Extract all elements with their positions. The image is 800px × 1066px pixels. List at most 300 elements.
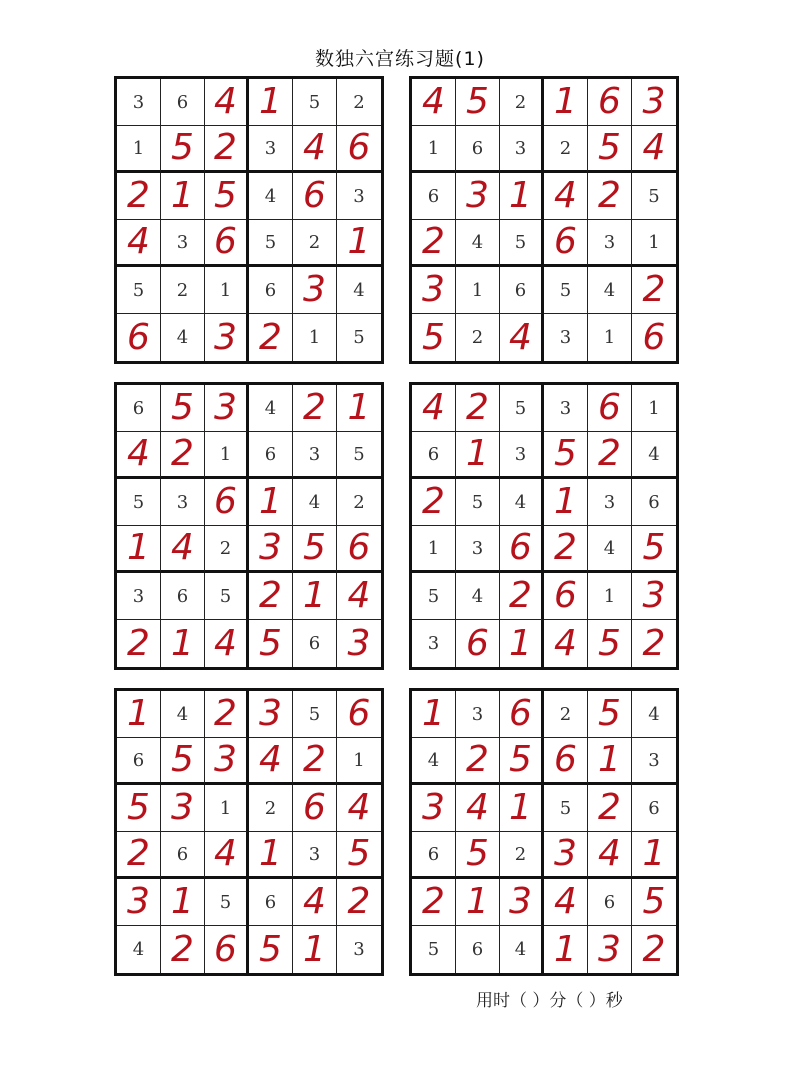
given-digit: 6 — [427, 185, 440, 207]
sudoku-cell[interactable] — [293, 314, 337, 361]
handwritten-digit: 2 — [347, 881, 371, 922]
sudoku-cell[interactable] — [293, 79, 337, 126]
given-digit: 5 — [514, 397, 527, 419]
sudoku-cell[interactable] — [412, 832, 456, 879]
sudoku-cell[interactable] — [117, 691, 161, 738]
sudoku-cell[interactable] — [161, 926, 205, 973]
sudoku-cell[interactable] — [632, 785, 676, 832]
handwritten-digit: 5 — [554, 433, 577, 474]
handwritten-digit: 3 — [259, 693, 282, 734]
sudoku-cell[interactable] — [249, 573, 293, 620]
sudoku-cell[interactable] — [249, 785, 293, 832]
sudoku-cell[interactable] — [544, 526, 588, 573]
sudoku-cell[interactable] — [249, 267, 293, 314]
given-digit: 3 — [176, 231, 189, 253]
given-digit: 4 — [264, 397, 277, 419]
sudoku-cell[interactable] — [161, 220, 205, 267]
given-digit: 3 — [353, 939, 365, 960]
handwritten-digit: 6 — [509, 693, 532, 734]
sudoku-cell[interactable] — [205, 479, 249, 526]
sudoku-cell[interactable] — [117, 173, 161, 220]
sudoku-cell[interactable] — [500, 785, 544, 832]
sudoku-cell[interactable] — [632, 79, 676, 126]
sudoku-cell[interactable] — [544, 173, 588, 220]
given-digit: 1 — [353, 749, 365, 771]
sudoku-cell[interactable] — [544, 79, 588, 126]
handwritten-digit: 2 — [127, 833, 150, 874]
given-digit: 5 — [427, 939, 440, 960]
sudoku-cell[interactable] — [632, 173, 676, 220]
sudoku-cell[interactable] — [249, 126, 293, 173]
sudoku-cell[interactable] — [632, 620, 676, 667]
sudoku-cell[interactable] — [500, 479, 544, 526]
handwritten-digit: 3 — [214, 387, 237, 428]
handwritten-digit: 4 — [214, 622, 237, 664]
sudoku-cell[interactable] — [161, 573, 205, 620]
sudoku-cell[interactable] — [205, 879, 249, 926]
sudoku-cell[interactable] — [588, 126, 632, 173]
sudoku-cell[interactable] — [249, 620, 293, 667]
given-digit: 4 — [603, 279, 616, 301]
sudoku-cell[interactable] — [588, 479, 632, 526]
sudoku-cell[interactable] — [500, 220, 544, 267]
sudoku-cell[interactable] — [337, 79, 381, 126]
sudoku-cell[interactable] — [205, 926, 249, 973]
given-digit: 2 — [559, 703, 572, 725]
sudoku-cell[interactable] — [293, 691, 337, 738]
sudoku-cell[interactable] — [588, 879, 632, 926]
sudoku-cell[interactable] — [337, 832, 381, 879]
sudoku-cell[interactable] — [412, 926, 456, 973]
sudoku-cell[interactable] — [632, 267, 676, 314]
sudoku-cell[interactable] — [337, 126, 381, 173]
sudoku-cell[interactable] — [588, 220, 632, 267]
sudoku-cell[interactable] — [632, 314, 676, 361]
sudoku-cell[interactable] — [412, 173, 456, 220]
sudoku-cell[interactable] — [588, 267, 632, 314]
sudoku-cell[interactable] — [293, 926, 337, 973]
handwritten-digit: 1 — [347, 387, 371, 428]
sudoku-cell[interactable] — [117, 220, 161, 267]
given-digit: 6 — [471, 939, 484, 960]
handwritten-digit: 4 — [466, 787, 489, 828]
sudoku-cell[interactable] — [500, 879, 544, 926]
given-digit: 5 — [264, 231, 277, 253]
sudoku-cell[interactable] — [161, 620, 205, 667]
sudoku-cell[interactable] — [205, 526, 249, 573]
sudoku-cell[interactable] — [117, 926, 161, 973]
sudoku-cell[interactable] — [337, 267, 381, 314]
sudoku-cell[interactable] — [632, 573, 676, 620]
sudoku-cell[interactable] — [412, 432, 456, 479]
sudoku-cell[interactable] — [205, 832, 249, 879]
sudoku-cell[interactable] — [544, 479, 588, 526]
handwritten-digit: 4 — [259, 739, 282, 780]
handwritten-digit: 6 — [127, 316, 150, 358]
sudoku-cell[interactable] — [293, 220, 337, 267]
sudoku-cell[interactable] — [544, 385, 588, 432]
sudoku-cell[interactable] — [632, 926, 676, 973]
sudoku-cell[interactable] — [544, 926, 588, 973]
sudoku-cell[interactable] — [456, 479, 500, 526]
given-digit: 4 — [648, 443, 660, 465]
sudoku-cell[interactable] — [117, 879, 161, 926]
handwritten-digit: 4 — [422, 387, 445, 428]
sudoku-cell[interactable] — [500, 738, 544, 785]
sudoku-cell[interactable] — [293, 573, 337, 620]
sudoku-cell[interactable] — [588, 526, 632, 573]
sudoku-cell[interactable] — [117, 267, 161, 314]
sudoku-cell[interactable] — [337, 738, 381, 785]
handwritten-digit: 6 — [303, 787, 326, 828]
sudoku-cell[interactable] — [249, 738, 293, 785]
sudoku-cell[interactable] — [456, 79, 500, 126]
given-digit: 6 — [471, 137, 484, 159]
sudoku-cell[interactable] — [293, 785, 337, 832]
sudoku-cell[interactable] — [632, 126, 676, 173]
given-digit: 6 — [132, 749, 145, 771]
sudoku-cell[interactable] — [293, 526, 337, 573]
sudoku-cell[interactable] — [500, 385, 544, 432]
sudoku-cell[interactable] — [293, 173, 337, 220]
sudoku-cell[interactable] — [412, 573, 456, 620]
sudoku-cell[interactable] — [412, 267, 456, 314]
handwritten-digit: 6 — [554, 739, 577, 780]
handwritten-digit: 5 — [598, 622, 621, 664]
sudoku-cell[interactable] — [161, 479, 205, 526]
sudoku-cell[interactable] — [500, 573, 544, 620]
sudoku-cell[interactable] — [544, 126, 588, 173]
sudoku-cell[interactable] — [544, 785, 588, 832]
sudoku-cell[interactable] — [632, 879, 676, 926]
given-digit: 2 — [471, 327, 484, 348]
time-used-label: 用时（ ）分（ ）秒 — [476, 991, 623, 1011]
sudoku-cell[interactable] — [117, 738, 161, 785]
handwritten-digit: 3 — [303, 269, 326, 310]
sudoku-cell[interactable] — [588, 738, 632, 785]
sudoku-cell[interactable] — [161, 267, 205, 314]
handwritten-digit: 2 — [259, 316, 282, 358]
handwritten-digit: 1 — [554, 928, 577, 970]
handwritten-digit: 4 — [303, 127, 326, 168]
handwritten-digit: 3 — [466, 175, 489, 216]
handwritten-digit: 6 — [214, 928, 237, 970]
sudoku-cell[interactable] — [161, 526, 205, 573]
sudoku-cell[interactable] — [500, 691, 544, 738]
sudoku-cell[interactable] — [249, 879, 293, 926]
sudoku-cell[interactable] — [588, 173, 632, 220]
sudoku-cell[interactable] — [632, 432, 676, 479]
sudoku-cell[interactable] — [337, 314, 381, 361]
given-digit: 3 — [603, 491, 616, 513]
handwritten-digit: 1 — [509, 622, 532, 664]
sudoku-cell[interactable] — [249, 385, 293, 432]
given-digit: 1 — [427, 537, 440, 559]
handwritten-digit: 5 — [422, 316, 445, 358]
sudoku-cell[interactable] — [293, 479, 337, 526]
sudoku-cell[interactable] — [161, 832, 205, 879]
handwritten-digit: 5 — [259, 622, 282, 664]
sudoku-cell[interactable] — [293, 385, 337, 432]
given-digit: 1 — [219, 443, 232, 465]
sudoku-cell[interactable] — [588, 79, 632, 126]
sudoku-cell[interactable] — [412, 879, 456, 926]
sudoku-cell[interactable] — [161, 173, 205, 220]
given-digit: 3 — [308, 443, 321, 465]
sudoku-cell[interactable] — [117, 314, 161, 361]
sudoku-cell[interactable] — [205, 173, 249, 220]
sudoku-cell[interactable] — [205, 314, 249, 361]
sudoku-cell[interactable] — [337, 620, 381, 667]
sudoku-cell[interactable] — [456, 173, 500, 220]
sudoku-cell[interactable] — [293, 879, 337, 926]
sudoku-cell[interactable] — [249, 173, 293, 220]
sudoku-cell[interactable] — [293, 432, 337, 479]
sudoku-cell[interactable] — [412, 785, 456, 832]
sudoku-cell[interactable] — [544, 432, 588, 479]
sudoku-cell[interactable] — [337, 479, 381, 526]
sudoku-cell[interactable] — [161, 691, 205, 738]
sudoku-cell[interactable] — [544, 691, 588, 738]
sudoku-cell[interactable] — [117, 832, 161, 879]
sudoku-cell[interactable] — [588, 620, 632, 667]
sudoku-cell[interactable] — [117, 573, 161, 620]
given-digit: 3 — [514, 443, 527, 465]
sudoku-cell[interactable] — [588, 573, 632, 620]
sudoku-cell[interactable] — [456, 832, 500, 879]
sudoku-cell[interactable] — [500, 926, 544, 973]
sudoku-cell[interactable] — [544, 220, 588, 267]
sudoku-cell[interactable] — [205, 785, 249, 832]
sudoku-cell[interactable] — [161, 738, 205, 785]
sudoku-cell[interactable] — [205, 126, 249, 173]
sudoku-cell[interactable] — [205, 79, 249, 126]
sudoku-cell[interactable] — [205, 432, 249, 479]
sudoku-cell[interactable] — [117, 79, 161, 126]
sudoku-cell[interactable] — [412, 479, 456, 526]
given-digit: 3 — [514, 137, 527, 159]
handwritten-digit: 5 — [466, 81, 489, 122]
sudoku-cell[interactable] — [412, 526, 456, 573]
given-digit: 3 — [308, 843, 321, 865]
handwritten-digit: 2 — [422, 881, 445, 922]
sudoku-cell[interactable] — [249, 926, 293, 973]
sudoku-cell[interactable] — [337, 526, 381, 573]
sudoku-cell[interactable] — [500, 314, 544, 361]
sudoku-cell[interactable] — [249, 691, 293, 738]
sudoku-cell[interactable] — [588, 832, 632, 879]
sudoku-cell[interactable] — [456, 267, 500, 314]
sudoku-cell[interactable] — [456, 785, 500, 832]
sudoku-cell[interactable] — [588, 314, 632, 361]
sudoku-cell[interactable] — [412, 691, 456, 738]
sudoku-cell[interactable] — [500, 267, 544, 314]
given-digit: 1 — [648, 397, 660, 419]
sudoku-cell[interactable] — [337, 432, 381, 479]
sudoku-cell[interactable] — [117, 526, 161, 573]
sudoku-cell[interactable] — [544, 832, 588, 879]
sudoku-cell[interactable] — [456, 926, 500, 973]
sudoku-cell[interactable] — [161, 79, 205, 126]
sudoku-cell[interactable] — [456, 573, 500, 620]
sudoku-cell[interactable] — [117, 479, 161, 526]
sudoku-cell[interactable] — [337, 173, 381, 220]
handwritten-digit: 1 — [259, 81, 282, 122]
sudoku-cell[interactable] — [249, 526, 293, 573]
sudoku-cell[interactable] — [456, 691, 500, 738]
sudoku-cell[interactable] — [500, 79, 544, 126]
sudoku-cell[interactable] — [632, 738, 676, 785]
sudoku-cell[interactable] — [456, 526, 500, 573]
handwritten-digit: 4 — [303, 881, 326, 922]
sudoku-cell[interactable] — [500, 620, 544, 667]
sudoku-cell[interactable] — [249, 432, 293, 479]
sudoku-cell[interactable] — [249, 220, 293, 267]
handwritten-digit: 4 — [422, 81, 445, 122]
given-digit: 3 — [427, 633, 440, 654]
sudoku-cell[interactable] — [500, 832, 544, 879]
given-digit: 2 — [514, 843, 527, 865]
sudoku-cell[interactable] — [205, 220, 249, 267]
sudoku-cell[interactable] — [161, 432, 205, 479]
sudoku-cell[interactable] — [337, 573, 381, 620]
sudoku-cell[interactable] — [337, 785, 381, 832]
sudoku-cell[interactable] — [205, 267, 249, 314]
sudoku-cell[interactable] — [249, 479, 293, 526]
sudoku-cell[interactable] — [412, 738, 456, 785]
sudoku-cell[interactable] — [588, 432, 632, 479]
handwritten-digit: 2 — [554, 527, 577, 568]
handwritten-digit: 4 — [554, 175, 577, 216]
sudoku-cell[interactable] — [293, 738, 337, 785]
sudoku-cell[interactable] — [412, 620, 456, 667]
given-digit: 3 — [559, 397, 572, 419]
given-digit: 6 — [427, 843, 440, 865]
handwritten-digit: 6 — [466, 622, 489, 664]
sudoku-cell[interactable] — [632, 220, 676, 267]
handwritten-digit: 1 — [466, 881, 489, 922]
sudoku-cell[interactable] — [456, 738, 500, 785]
sudoku-cell[interactable] — [456, 126, 500, 173]
sudoku-cell[interactable] — [588, 926, 632, 973]
given-digit: 6 — [264, 443, 277, 465]
sudoku-cell[interactable] — [249, 79, 293, 126]
sudoku-cell[interactable] — [337, 385, 381, 432]
given-digit: 1 — [603, 585, 616, 607]
sudoku-cell[interactable] — [293, 832, 337, 879]
handwritten-digit: 3 — [259, 527, 282, 568]
sudoku-cell[interactable] — [544, 314, 588, 361]
given-digit: 6 — [648, 491, 660, 513]
sudoku-cell[interactable] — [161, 385, 205, 432]
sudoku-cell[interactable] — [588, 691, 632, 738]
sudoku-cell[interactable] — [544, 879, 588, 926]
sudoku-cell[interactable] — [205, 620, 249, 667]
sudoku-cell[interactable] — [500, 432, 544, 479]
sudoku-cell[interactable] — [205, 573, 249, 620]
sudoku-cell[interactable] — [293, 267, 337, 314]
sudoku-cell[interactable] — [632, 385, 676, 432]
sudoku-cell[interactable] — [500, 526, 544, 573]
given-digit: 4 — [471, 231, 484, 253]
handwritten-digit: 2 — [171, 928, 194, 970]
sudoku-cell[interactable] — [412, 220, 456, 267]
handwritten-digit: 1 — [422, 693, 445, 734]
sudoku-cell[interactable] — [161, 879, 205, 926]
sudoku-cell[interactable] — [205, 738, 249, 785]
handwritten-digit: 5 — [214, 175, 237, 216]
sudoku-cell[interactable] — [412, 314, 456, 361]
sudoku-cell[interactable] — [500, 173, 544, 220]
sudoku-cell[interactable] — [632, 691, 676, 738]
sudoku-cell[interactable] — [337, 879, 381, 926]
given-digit: 6 — [264, 279, 277, 301]
sudoku-cell[interactable] — [632, 832, 676, 879]
sudoku-cell[interactable] — [117, 126, 161, 173]
sudoku-cell[interactable] — [337, 220, 381, 267]
sudoku-cell[interactable] — [161, 314, 205, 361]
puzzle-6 — [409, 688, 679, 976]
sudoku-cell[interactable] — [117, 385, 161, 432]
sudoku-cell[interactable] — [117, 620, 161, 667]
given-digit: 2 — [514, 91, 527, 113]
sudoku-cell[interactable] — [412, 79, 456, 126]
sudoku-cell[interactable] — [456, 879, 500, 926]
sudoku-cell[interactable] — [412, 385, 456, 432]
given-digit: 1 — [219, 279, 232, 301]
sudoku-cell[interactable] — [456, 220, 500, 267]
sudoku-cell[interactable] — [456, 432, 500, 479]
given-digit: 6 — [264, 891, 277, 913]
sudoku-cell[interactable] — [588, 785, 632, 832]
given-digit: 5 — [471, 491, 484, 513]
puzzle-5 — [114, 688, 384, 976]
sudoku-cell[interactable] — [544, 267, 588, 314]
sudoku-cell[interactable] — [117, 432, 161, 479]
sudoku-cell[interactable] — [456, 314, 500, 361]
given-digit: 1 — [471, 279, 484, 301]
sudoku-cell[interactable] — [161, 126, 205, 173]
sudoku-cell[interactable] — [456, 385, 500, 432]
sudoku-cell[interactable] — [544, 573, 588, 620]
sudoku-cell[interactable] — [588, 385, 632, 432]
sudoku-cell[interactable] — [544, 620, 588, 667]
sudoku-cell[interactable] — [632, 526, 676, 573]
sudoku-cell[interactable] — [293, 620, 337, 667]
sudoku-cell[interactable] — [500, 126, 544, 173]
sudoku-cell[interactable] — [117, 785, 161, 832]
sudoku-cell[interactable] — [456, 620, 500, 667]
given-digit: 5 — [308, 703, 321, 725]
sudoku-cell[interactable] — [544, 738, 588, 785]
handwritten-digit: 5 — [127, 787, 150, 828]
sudoku-cell[interactable] — [205, 385, 249, 432]
sudoku-cell[interactable] — [632, 479, 676, 526]
sudoku-cell[interactable] — [249, 832, 293, 879]
sudoku-cell[interactable] — [412, 126, 456, 173]
sudoku-cell[interactable] — [293, 126, 337, 173]
sudoku-cell[interactable] — [337, 691, 381, 738]
given-digit: 3 — [264, 137, 277, 159]
sudoku-cell[interactable] — [205, 691, 249, 738]
sudoku-cell[interactable] — [249, 314, 293, 361]
given-digit: 2 — [353, 91, 365, 113]
sudoku-cell[interactable] — [337, 926, 381, 973]
handwritten-digit: 1 — [303, 575, 326, 616]
sudoku-cell[interactable] — [161, 785, 205, 832]
handwritten-digit: 6 — [347, 527, 371, 568]
given-digit: 2 — [219, 537, 232, 559]
